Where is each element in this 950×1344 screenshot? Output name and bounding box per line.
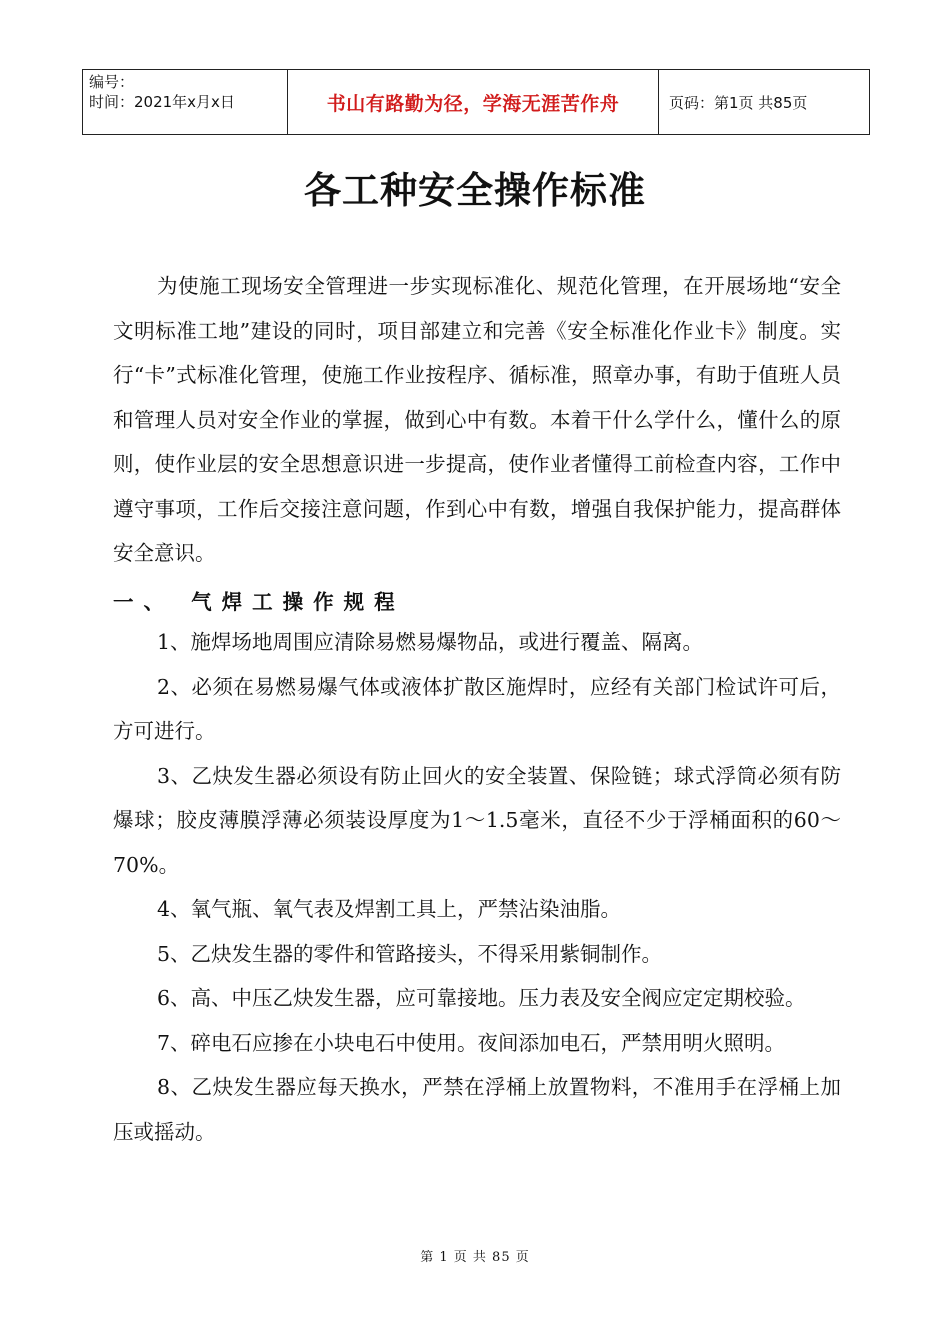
number-label: 编号：: [89, 73, 135, 91]
list-item: 1、施焊场地周围应清除易燃易爆物品，或进行覆盖、隔离。: [157, 630, 704, 654]
list-item: 8、乙炔发生器应每天换水，严禁在浮桶上放置物料，不准用手在浮桶上加压或摇动。: [113, 1075, 841, 1144]
header-motto-cell: [288, 70, 659, 135]
document-title: 各工种安全操作标准: [304, 168, 646, 212]
motto: 书山有路勤为径，学海无涯苦作舟: [326, 92, 620, 115]
page-footer: 第 1 页 共 85 页: [420, 1250, 530, 1265]
section-heading: 一、 气焊工操作规程: [113, 590, 405, 614]
time-label: 时间：2021年x月x日: [89, 93, 235, 111]
header-meta: [83, 70, 288, 135]
intro-paragraph: 为使施工现场安全管理进一步实现标准化、规范化管理，在开展场地“安全文明标准工地”建设的同时，项目部建立和完善《安全标准化作业卡》制度。实行“卡”式标准化管理，使施工作业按程序、循标准，照章办事，有助于值班人员和管理人员对安全作业的掌握，做到心中有数。本着干什么学什么，懂什么的原则，使作业层的安全思想意识进一步提高，使作业者懂得工前检查内容，工作中遵守事项，工作后交接注意问题，作到心中有数，增强自我保护能力，提高群体安全意识。: [113, 274, 841, 565]
list-item: 3、乙炔发生器必须设有防止回火的安全装置、保险链；球式浮筒必须有防爆球；胶皮薄膜浮薄必须装设厚度为1～1.5毫米，直径不少于浮桶面积的60～70%。: [113, 763, 841, 877]
list-item: 4、氧气瓶、氧气表及焊割工具上，严禁沾染油脂。: [157, 897, 622, 921]
list-item: 2、必须在易燃易爆气体或液体扩散区施焊时，应经有关部门检试许可后，方可进行。: [113, 674, 841, 743]
page-info: 页码：第1页 共85页: [659, 70, 870, 135]
intro-block: [113, 264, 841, 576]
item-list: [113, 620, 841, 1154]
list-item: 7、碎电石应掺在小块电石中使用。夜间添加电石，严禁用明火照明。: [157, 1030, 786, 1055]
header-table: [82, 69, 870, 135]
list-item: 5、乙炔发生器的零件和管路接头，不得采用紫铜制作。: [157, 941, 663, 966]
list-item: 6、高、中压乙炔发生器，应可靠接地。压力表及安全阀应定定期校验。: [157, 986, 806, 1010]
